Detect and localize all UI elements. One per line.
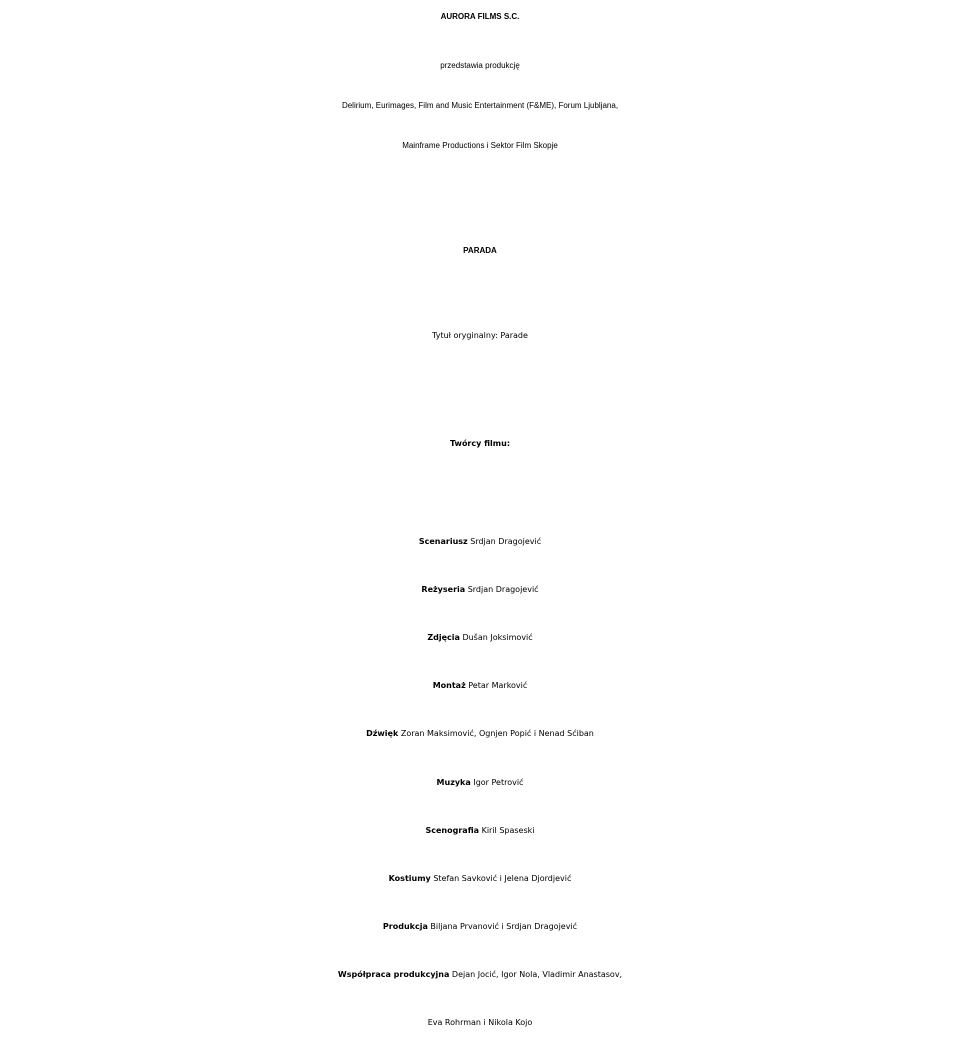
credit-continuation: Eva Rohrman i Nikola Kojo [427,1018,533,1027]
credit-line [0,958,960,992]
credit-names: Dejan Jocić, Igor Nola, Vladimir Anastasov, [451,970,623,979]
creators-heading: Twórcy filmu: [449,439,511,448]
credit-line [0,669,960,703]
credit-names: Zoran Maksimović, Ognjen Popić i Nenad Sćiban [400,729,594,738]
credit-names: Srdjan Dragojević [470,537,542,546]
credit-role: Współpraca produkcyjna [337,970,450,979]
credit-role: Zdjęcia [427,633,460,642]
credit-names: Stefan Savković i Jelena Djordjević [433,874,572,883]
film-title: PARADA [463,246,497,255]
credit-line [0,525,960,559]
credit-names: Petar Marković [468,681,528,690]
credit-line [0,573,960,607]
credit-role: Kostiumy [388,874,431,883]
credit-role: Produkcja [382,922,428,931]
presents-line: przedstawia produkcję [440,61,520,70]
credit-line [0,766,960,800]
credit-role: Scenografia [425,826,480,835]
credit-role: Muzyka [436,778,471,787]
partners-line-1: Delirium, Eurimages, Film and Music Entertainment (F&ME), Forum Ljubljana, [341,101,619,110]
credit-role: Dźwięk [366,729,399,738]
partners-line-2: Mainframe Productions i Sektor Film Skopje [402,141,558,150]
credit-names: Srdjan Dragojević [467,585,539,594]
credit-line [0,814,960,848]
credit-role: Montaż [432,681,466,690]
company-name: AURORA FILMS S.C. [440,12,520,21]
credit-names: Kiril Spaseski [481,826,535,835]
credit-names: Dušan Joksimović [462,633,533,642]
credit-names: Biljana Prvanović i Srdjan Dragojević [430,922,578,931]
credit-role: Scenariusz [418,537,468,546]
credit-line [0,910,960,944]
credit-role: Reżyseria [421,585,466,594]
credit-names: Igor Petrović [473,778,524,787]
credit-line [0,862,960,896]
original-title: Tytuł oryginalny: Parade [432,331,528,340]
credit-line [0,621,960,655]
credit-line [0,717,960,751]
